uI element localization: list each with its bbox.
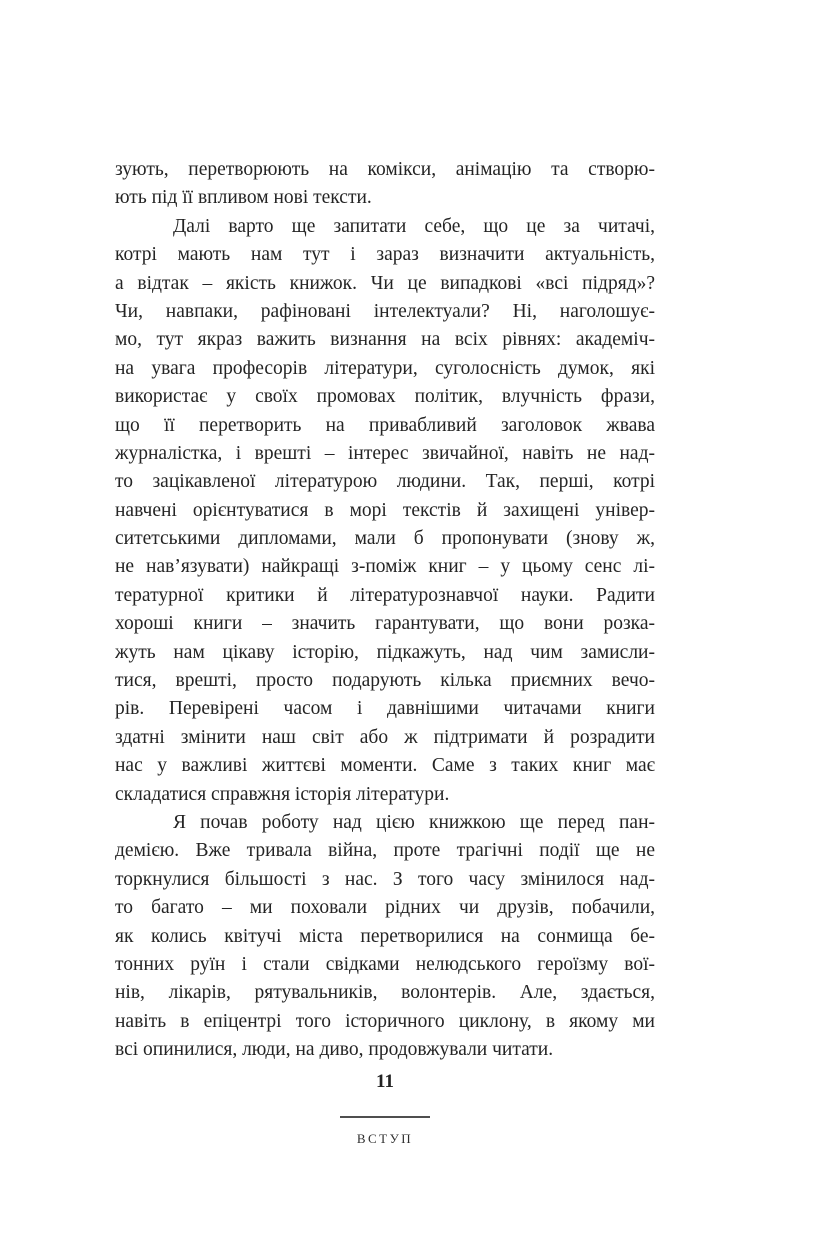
paragraph: [115, 156, 655, 213]
text-line: торкнулися більшості з нас. З того часу змінилося над-: [115, 868, 655, 890]
text-line: тися, врешті, просто подарують кілька приємних вечо-: [115, 670, 655, 692]
text-line: ють під її впливом нові тексти.: [115, 187, 372, 209]
text-line: нас у важливі життєві моменти. Саме з таких книг має: [115, 755, 655, 777]
text-line: демією. Вже тривала війна, проте трагічні події ще не: [115, 840, 655, 862]
text-line: Чи, навпаки, рафіновані інтелектуали? Ні, наголошує-: [115, 300, 655, 322]
text-line: жуть нам цікаву історію, підкажуть, над чим замисли-: [115, 641, 655, 663]
paragraph: [115, 809, 655, 1065]
page-number: 11: [376, 1071, 394, 1092]
text-line: нів, лікарів, рятувальників, волонтерів. Але, здається,: [115, 982, 655, 1004]
text-line: що її перетворить на привабливий заголовок жвава: [115, 414, 655, 436]
text-line: навчені орієнтуватися в морі текстів й захищені універ-: [115, 499, 655, 521]
text-line: здатні змінити наш світ або ж підтримати й розрадити: [115, 726, 655, 748]
footer-divider: [340, 1116, 430, 1118]
text-line: Далі варто ще запитати себе, що це за читачі,: [173, 215, 655, 237]
text-line: використає у своїх промовах політик, влучність фрази,: [115, 386, 655, 408]
text-line: як колись квітучі міста перетворилися на сонмища бе-: [115, 925, 655, 947]
text-line: а відтак – якість книжок. Чи це випадкові «всі підряд»?: [115, 272, 655, 294]
text-line: тонних руїн і стали свідками нелюдського героїзму вої-: [115, 953, 655, 975]
text-line: Я почав роботу над цією книжкою ще перед пан-: [173, 811, 655, 833]
paragraph: [115, 213, 655, 809]
text-line: хороші книги – значить гарантувати, що вони розка-: [115, 613, 655, 635]
text-line: котрі мають нам тут і зараз визначити актуальність,: [115, 244, 655, 266]
text-line: навіть в епіцентрі того історичного циклону, в якому ми: [115, 1010, 655, 1032]
text-line: складатися справжня історія літератури.: [115, 783, 450, 805]
text-line: журналістка, і врешті – інтерес звичайної, навіть не над-: [115, 442, 655, 464]
text-line: зують, перетворюють на комікси, анімацію та створю-: [115, 159, 655, 180]
text-block: [115, 156, 655, 1065]
section-title: ВСТУП: [356, 1131, 414, 1146]
text-line: тературної критики й літературознавчої науки. Радити: [115, 584, 655, 606]
text-line: всі опинилися, люди, на диво, продовжували читати.: [115, 1039, 554, 1061]
text-line: мо, тут якраз важить визнання на всіх рівнях: академіч-: [115, 329, 655, 351]
text-line: не нав’язувати) найкращі з-поміж книг – у цьому сенс лі-: [115, 556, 655, 578]
text-line: то багато – ми поховали рідних чи друзів, побачили,: [115, 897, 655, 919]
text-line: ситетськими дипломами, мали б пропонувати (знову ж,: [115, 528, 655, 550]
text-line: на увага професорів літератури, суголосність думок, які: [115, 357, 655, 379]
text-line: то зацікавленої літературою людини. Так, перші, котрі: [115, 471, 655, 493]
text-line: рів. Перевірені часом і давнішими читачами книги: [115, 698, 655, 720]
